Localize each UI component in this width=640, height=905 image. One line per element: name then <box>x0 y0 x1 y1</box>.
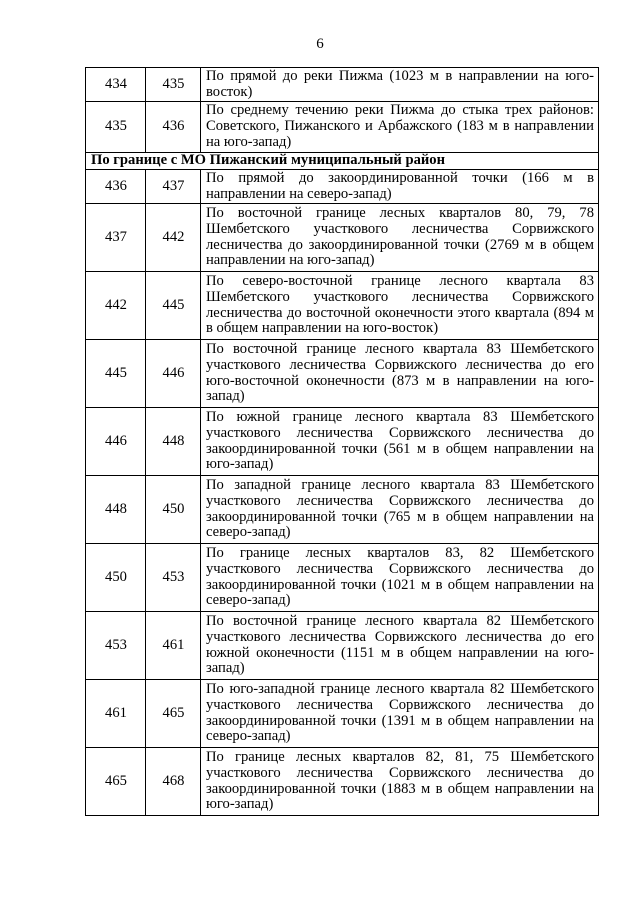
point-from-cell: 434 <box>86 68 146 102</box>
table-row <box>86 748 599 816</box>
point-from-cell: 465 <box>86 748 146 816</box>
boundary-table <box>85 67 599 816</box>
point-to-cell: 442 <box>146 204 201 272</box>
point-to-cell: 445 <box>146 272 201 340</box>
table-row <box>86 476 599 544</box>
boundary-description-cell: По прямой до реки Пижма (1023 м в направлении на юго-восток) <box>201 68 599 102</box>
boundary-description-cell: По восточной границе лесного квартала 83 Шембетского участкового лесничества Сорвижского лесничества до его юго-восточной оконечности (873 м в направлении на юго-запад) <box>201 340 599 408</box>
point-to-cell: 468 <box>146 748 201 816</box>
point-to-cell: 465 <box>146 680 201 748</box>
point-to-cell: 436 <box>146 102 201 153</box>
boundary-description-cell: По восточной границе лесных кварталов 80, 79, 78 Шембетского участкового лесничества Сорвижского лесничества до закоординированной точки (2769 м в общем направлении на юго-запад) <box>201 204 599 272</box>
point-to-cell: 448 <box>146 408 201 476</box>
point-from-cell: 453 <box>86 612 146 680</box>
point-from-cell: 448 <box>86 476 146 544</box>
boundary-description-cell: По северо-восточной границе лесного квартала 83 Шембетского участкового лесничества Сорвижского лесничества до восточной оконечности этого квартала (894 м в общем направлении на юго-восток) <box>201 272 599 340</box>
boundary-description-cell: По южной границе лесного квартала 83 Шембетского участкового лесничества Сорвижского лесничества до закоординированной точки (561 м в общем направлении на юго-запад) <box>201 408 599 476</box>
point-from-cell: 437 <box>86 204 146 272</box>
boundary-description-cell: По границе лесных кварталов 83, 82 Шембетского участкового лесничества Сорвижского лесничества до закоординированной точки (1021 м в общем направлении на северо-запад) <box>201 544 599 612</box>
table-row <box>86 680 599 748</box>
table-row <box>86 68 599 102</box>
table-row <box>86 340 599 408</box>
point-to-cell: 461 <box>146 612 201 680</box>
point-to-cell: 435 <box>146 68 201 102</box>
point-from-cell: 436 <box>86 170 146 204</box>
boundary-description-cell: По границе лесных кварталов 82, 81, 75 Шембетского участкового лесничества Сорвижского лесничества до закоординированной точки (1883 м в общем направлении на юго-запад) <box>201 748 599 816</box>
page-number: 6 <box>316 36 324 52</box>
section-title: По границе с МО Пижанский муниципальный район <box>86 153 599 170</box>
table-row <box>86 612 599 680</box>
point-from-cell: 435 <box>86 102 146 153</box>
point-from-cell: 442 <box>86 272 146 340</box>
table-body <box>86 68 599 816</box>
boundary-description-cell: По юго-западной границе лесного квартала 82 Шембетского участкового лесничества Сорвижского лесничества до закоординированной точки (1391 м в общем направлении на северо-запад) <box>201 680 599 748</box>
point-from-cell: 461 <box>86 680 146 748</box>
boundary-description-cell: По прямой до закоординированной точки (166 м в направлении на северо-запад) <box>201 170 599 204</box>
table-row <box>86 408 599 476</box>
table-row <box>86 204 599 272</box>
boundary-description-cell: По среднему течению реки Пижма до стыка трех районов: Советского, Пижанского и Арбажского (183 м в направлении на юго-запад) <box>201 102 599 153</box>
table-row <box>86 102 599 153</box>
point-from-cell: 450 <box>86 544 146 612</box>
boundary-description-cell: По западной границе лесного квартала 83 Шембетского участкового лесничества Сорвижского лесничества до закоординированной точки (765 м в общем направлении на северо-запад) <box>201 476 599 544</box>
table-row <box>86 272 599 340</box>
point-to-cell: 453 <box>146 544 201 612</box>
point-from-cell: 446 <box>86 408 146 476</box>
table-row <box>86 544 599 612</box>
point-to-cell: 450 <box>146 476 201 544</box>
table-row <box>86 170 599 204</box>
section-header-row <box>86 153 599 170</box>
point-to-cell: 437 <box>146 170 201 204</box>
point-to-cell: 446 <box>146 340 201 408</box>
boundary-description-cell: По восточной границе лесного квартала 82 Шембетского участкового лесничества Сорвижского лесничества до его южной оконечности (1151 м в общем направлении на юго-запад) <box>201 612 599 680</box>
point-from-cell: 445 <box>86 340 146 408</box>
